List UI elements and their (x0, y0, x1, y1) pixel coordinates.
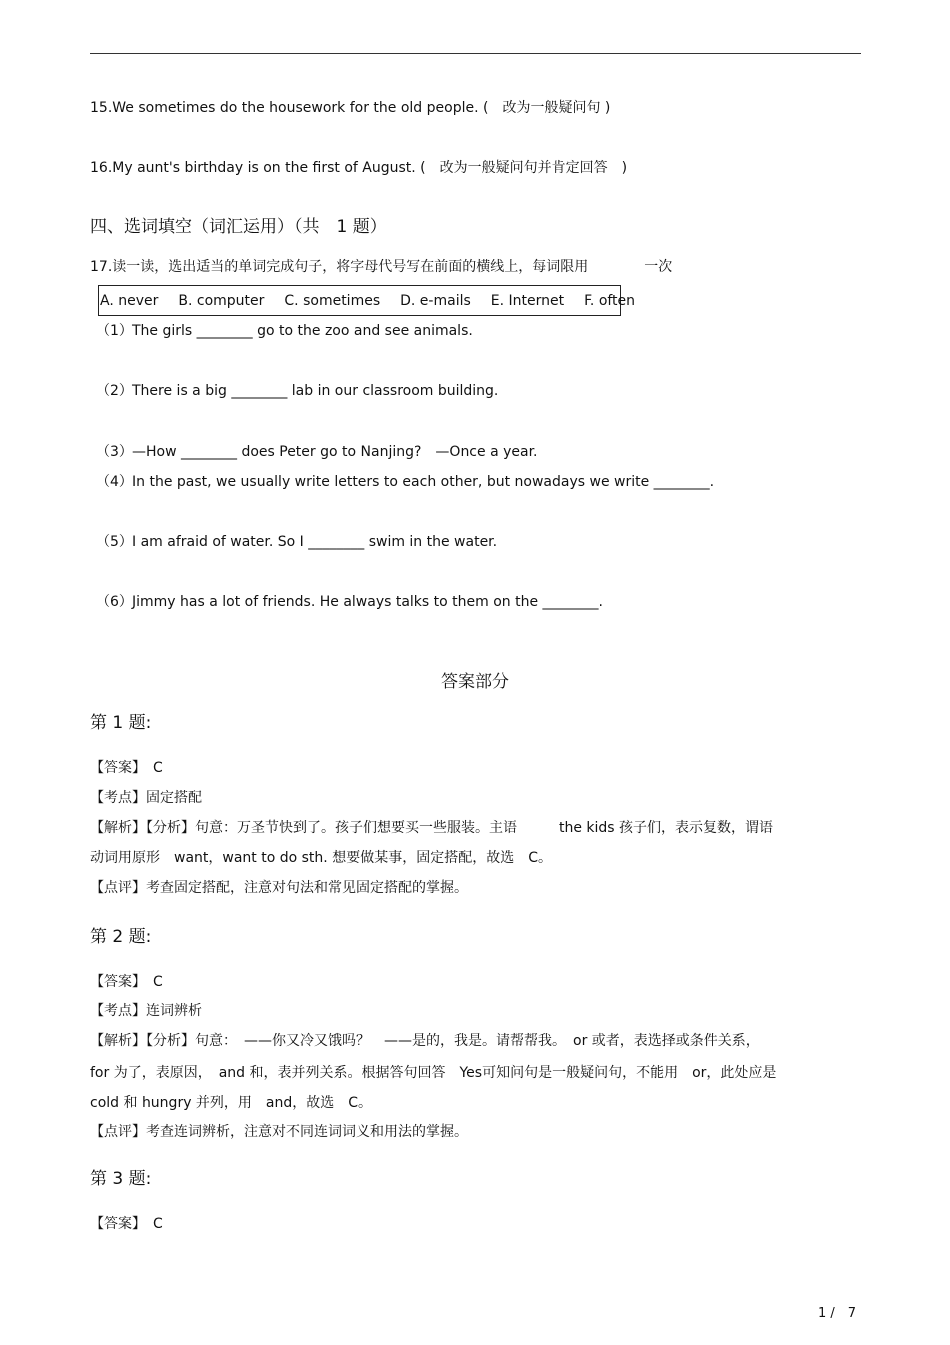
answer-2-analysis-cont2: cold 和 hungry 并列，用 and，故选 C。 (90, 1095, 373, 1111)
item-number: （2） (96, 383, 133, 399)
answer-2-point: 【考点】连词辨析 (90, 1003, 202, 1019)
list-item (96, 473, 714, 491)
answer-2-analysis: 【解析】【分析】句意： ——你又冷又饿吗？ ——是的，我是。请帮帮我。 or 或者，表选择或条件关系， (90, 1033, 760, 1049)
list-item (96, 322, 473, 340)
word-options-box (98, 285, 636, 316)
option-d: D. e-mails (400, 292, 471, 309)
answer-3-title: 第 3 题: (90, 1169, 152, 1189)
answer-1-answer: 【答案】 C (90, 760, 163, 776)
list-item (96, 533, 497, 551)
item-text: Jimmy has a lot of friends. He always talks to them on the ________. (132, 594, 603, 610)
question-17-instruction: 17.读一读，选出适当的单词完成句子，将字母代号写在前面的横线上，每词限用 一次 (90, 259, 673, 275)
list-item (96, 382, 498, 400)
item-number: （5） (96, 534, 133, 550)
answer-2-answer: 【答案】 C (90, 974, 163, 990)
answer-2-analysis-cont: for 为了，表原因， and 和，表并列关系。根据答句回答 Yes可知问句是一般疑问句，不能用 or，此处应是 (90, 1065, 777, 1081)
answer-1-comment: 【点评】考查固定搭配，注意对句法和常见固定搭配的掌握。 (90, 880, 468, 896)
question-16: 16.My aunt's birthday is on the first of August. ( 改为一般疑问句并肯定回答 ) (90, 160, 628, 176)
list-item (96, 593, 603, 611)
answer-1-point: 【考点】固定搭配 (90, 790, 202, 806)
option-e: E. Internet (490, 292, 565, 309)
answer-3-answer: 【答案】 C (90, 1216, 163, 1232)
option-c: C. sometimes (284, 292, 381, 309)
item-number: （3） (96, 444, 133, 460)
answer-1-title: 第 1 题: (90, 713, 152, 733)
item-text: I am afraid of water. So I ________ swim in the water. (132, 534, 498, 550)
answer-2-title: 第 2 题: (90, 927, 152, 947)
question-15: 15.We sometimes do the housework for the old people. ( 改为一般疑问句 ) (90, 100, 611, 116)
answer-1-analysis: 【解析】【分析】句意：万圣节快到了。孩子们想要买一些服装。主语 the kids 孩子们，表示复数，谓语 (90, 820, 774, 836)
page-number: 1 / 7 (818, 1306, 857, 1321)
item-number: （4） (96, 474, 133, 490)
list-item (96, 443, 538, 461)
item-text: —How ________ does Peter go to Nanjing? —Once a year. (132, 444, 538, 460)
option-a: A. never (100, 292, 159, 309)
section-title: 四、选词填空（词汇运用）（共 1 题） (90, 217, 387, 237)
item-number: （1） (96, 323, 133, 339)
option-f: F. often (584, 292, 636, 309)
answer-1-analysis-cont: 动词用原形 want，want to do sth. 想要做某事，固定搭配，故选 C。 (90, 850, 552, 866)
answers-heading: 答案部分 (441, 672, 509, 692)
item-text: In the past, we usually write letters to each other, but nowadays we write ________. (132, 474, 715, 490)
answer-2-comment: 【点评】考查连词辨析，注意对不同连词词义和用法的掌握。 (90, 1124, 468, 1140)
item-text: The girls ________ go to the zoo and see animals. (132, 323, 473, 339)
header-rule (90, 53, 861, 54)
option-b: B. computer (178, 292, 265, 309)
item-text: There is a big ________ lab in our classroom building. (132, 383, 499, 399)
item-number: （6） (96, 594, 133, 610)
